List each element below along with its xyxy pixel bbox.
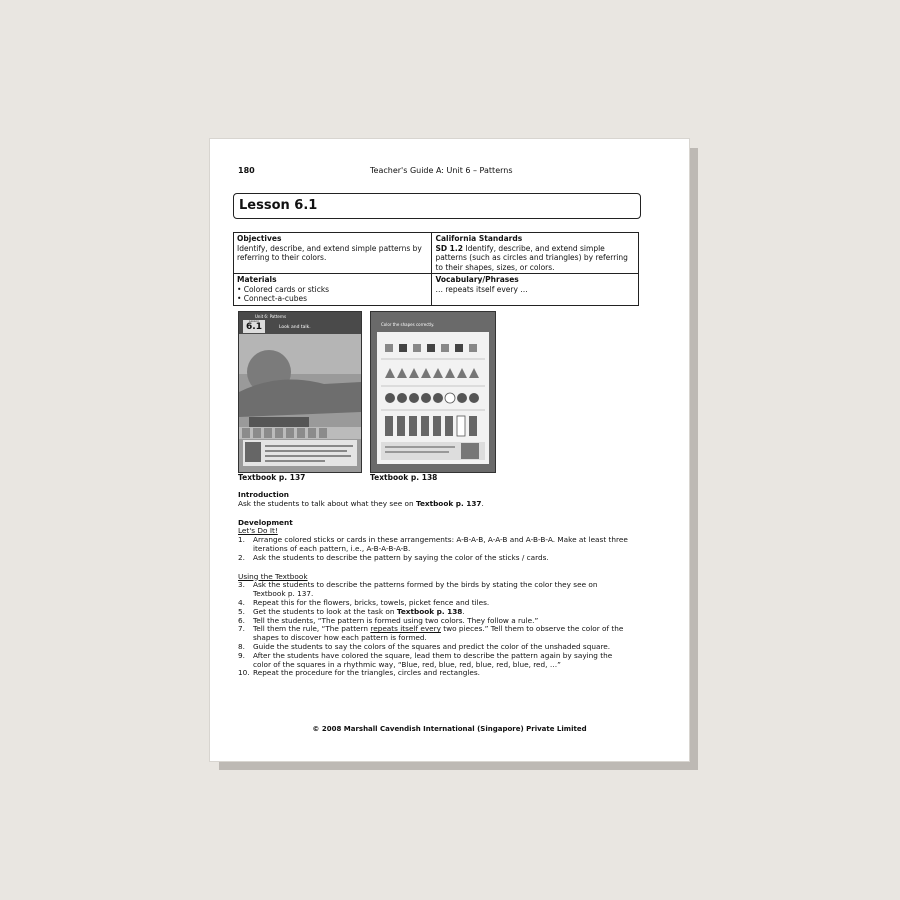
list-item: 5. Get the students to look at the task on Textbook p. 138. (238, 606, 465, 616)
textbook-page-138-image (370, 311, 496, 473)
vocabulary-text: … repeats itself every … (435, 284, 528, 294)
list-item: 3. Ask the students to describe the patterns formed by the birds by stating the color they see on Textbook p. 137. (238, 580, 598, 599)
list-item: 4. Repeat this for the flowers, bricks, towels, picket fence and tiles. (238, 597, 490, 607)
textbook-lesson-badge (243, 320, 265, 333)
step-text: Guide the students to say the colors of the squares and predict the color of the unshaded square. (253, 641, 611, 651)
step-text: Get the students to look at the task on (253, 606, 397, 616)
running-header: Teacher's Guide A: Unit 6 – Patterns (370, 166, 513, 175)
lesson-body (238, 491, 630, 678)
standards-cell (432, 233, 639, 274)
step-text: two pieces.” Tell them to observe the color of the shapes to discover how each pattern is formed. (253, 624, 624, 643)
using-textbook-heading: Using the Textbook (238, 571, 308, 581)
development-heading: Development (238, 517, 293, 527)
vocabulary-cell (432, 274, 639, 306)
textbook-lesson-number: 6.1 (246, 322, 262, 332)
step-text: Ask the students to describe the patterns formed by the birds by stating the color they see on Textbook p. 137. (253, 580, 598, 599)
materials-item: • Connect-a-cubes (237, 294, 307, 303)
copyright-footer: © 2008 Marshall Cavendish International (Singapore) Private Limited (312, 725, 587, 733)
objectives-cell (234, 233, 432, 274)
materials-item: • Colored cards or sticks (237, 284, 330, 294)
materials-cell (234, 274, 432, 306)
using-textbook-list (238, 581, 630, 678)
introduction-text-a: Ask the students to talk about what they see on (238, 498, 416, 508)
introduction-text-c: . (481, 498, 484, 508)
objectives-text: Identify, describe, and extend simple patterns by referring to their colors. (237, 243, 422, 262)
list-item: 8. Guide the students to say the colors of the squares and predict the color of the unshaded square. (238, 641, 611, 651)
step-text: Ask the students to describe the pattern by saying the color of the sticks / cards. (253, 552, 549, 562)
step-text: Arrange colored sticks or cards in these arrangements: A-B-A-B, A-A-B and A-B-B-A. Make at least three iterations of each pattern, i.e., A-B-A-B-A-B. (253, 535, 628, 553)
list-item: 10. Repeat the procedure for the triangles, circles and rectangles. (238, 668, 481, 678)
textbook-caption: Textbook p. 138 (370, 473, 438, 482)
step-text: . (462, 606, 465, 616)
textbook-prompt: Look and talk. (279, 325, 311, 330)
textbook-page-137-image (238, 311, 362, 473)
page-number: 180 (238, 166, 255, 175)
standards-code: SD 1.2 (435, 243, 463, 253)
lesson-title-box (233, 193, 641, 219)
standards-text: Identify, describe, and extend simple patterns (such as circles and triangles) by referring to their shapes, sizes, or colors. (435, 243, 628, 272)
list-item: 7. Tell them the rule, “The pattern repeats itself every two pieces.” Tell them to observe the color of the shapes to discover how each pattern is formed. (238, 624, 624, 643)
list-item: 1. Arrange colored sticks or cards in these arrangements: A-B-A-B, A-A-B and A-B-B-A. Make at least three iterations of each pattern, i.e., A-B-A-B-A-B. (238, 535, 628, 553)
standards-heading: California Standards (435, 234, 523, 243)
introduction-text (238, 500, 630, 509)
step-key-phrase: repeats itself every (370, 624, 441, 634)
introduction-ref: Textbook p. 137 (415, 498, 482, 508)
materials-heading: Materials (237, 275, 277, 284)
list-item: 6. Tell the students, “The pattern is formed using two colors. They follow a rule.” (238, 615, 539, 625)
lesson-title: Lesson 6.1 (239, 198, 318, 213)
lets-do-it-list (238, 536, 630, 562)
step-text: Tell the students, “The pattern is formed using two colors. They follow a rule.” (253, 615, 539, 625)
lets-do-it-heading: Let's Do It! (238, 526, 278, 536)
step-text: Repeat this for the flowers, bricks, towels, picket fence and tiles. (253, 597, 490, 607)
list-item: 9. After the students have colored the square, lead them to describe the pattern again by saying the color of the squares in a rhythmic way, “Blue, red, blue, red, blue, red, blue, red, …” (238, 650, 613, 669)
list-item: 2. Ask the students to describe the pattern by saying the color of the sticks / cards. (238, 552, 549, 562)
step-text: Repeat the procedure for the triangles, circles and rectangles. (253, 668, 481, 678)
objectives-table (233, 232, 639, 306)
vocabulary-heading: Vocabulary/Phrases (435, 275, 519, 284)
textbook-prompt: Color the shapes correctly. (381, 322, 435, 327)
textbook-unit-label: Unit 6: Patterns (255, 314, 287, 319)
objectives-heading: Objectives (237, 234, 282, 243)
step-text: After the students have colored the square, lead them to describe the pattern again by saying the color of the squares in a rhythmic way, “Blue, red, blue, red, blue, red, blue, red, …” (253, 650, 613, 669)
textbook-lesson-label: Lesson (248, 319, 260, 323)
step-text: Tell them the rule, “The pattern (253, 624, 371, 634)
textbook-caption: Textbook p. 137 (238, 473, 306, 482)
introduction-heading: Introduction (238, 490, 289, 499)
step-ref: Textbook p. 138 (396, 606, 463, 616)
document-page (210, 139, 689, 761)
